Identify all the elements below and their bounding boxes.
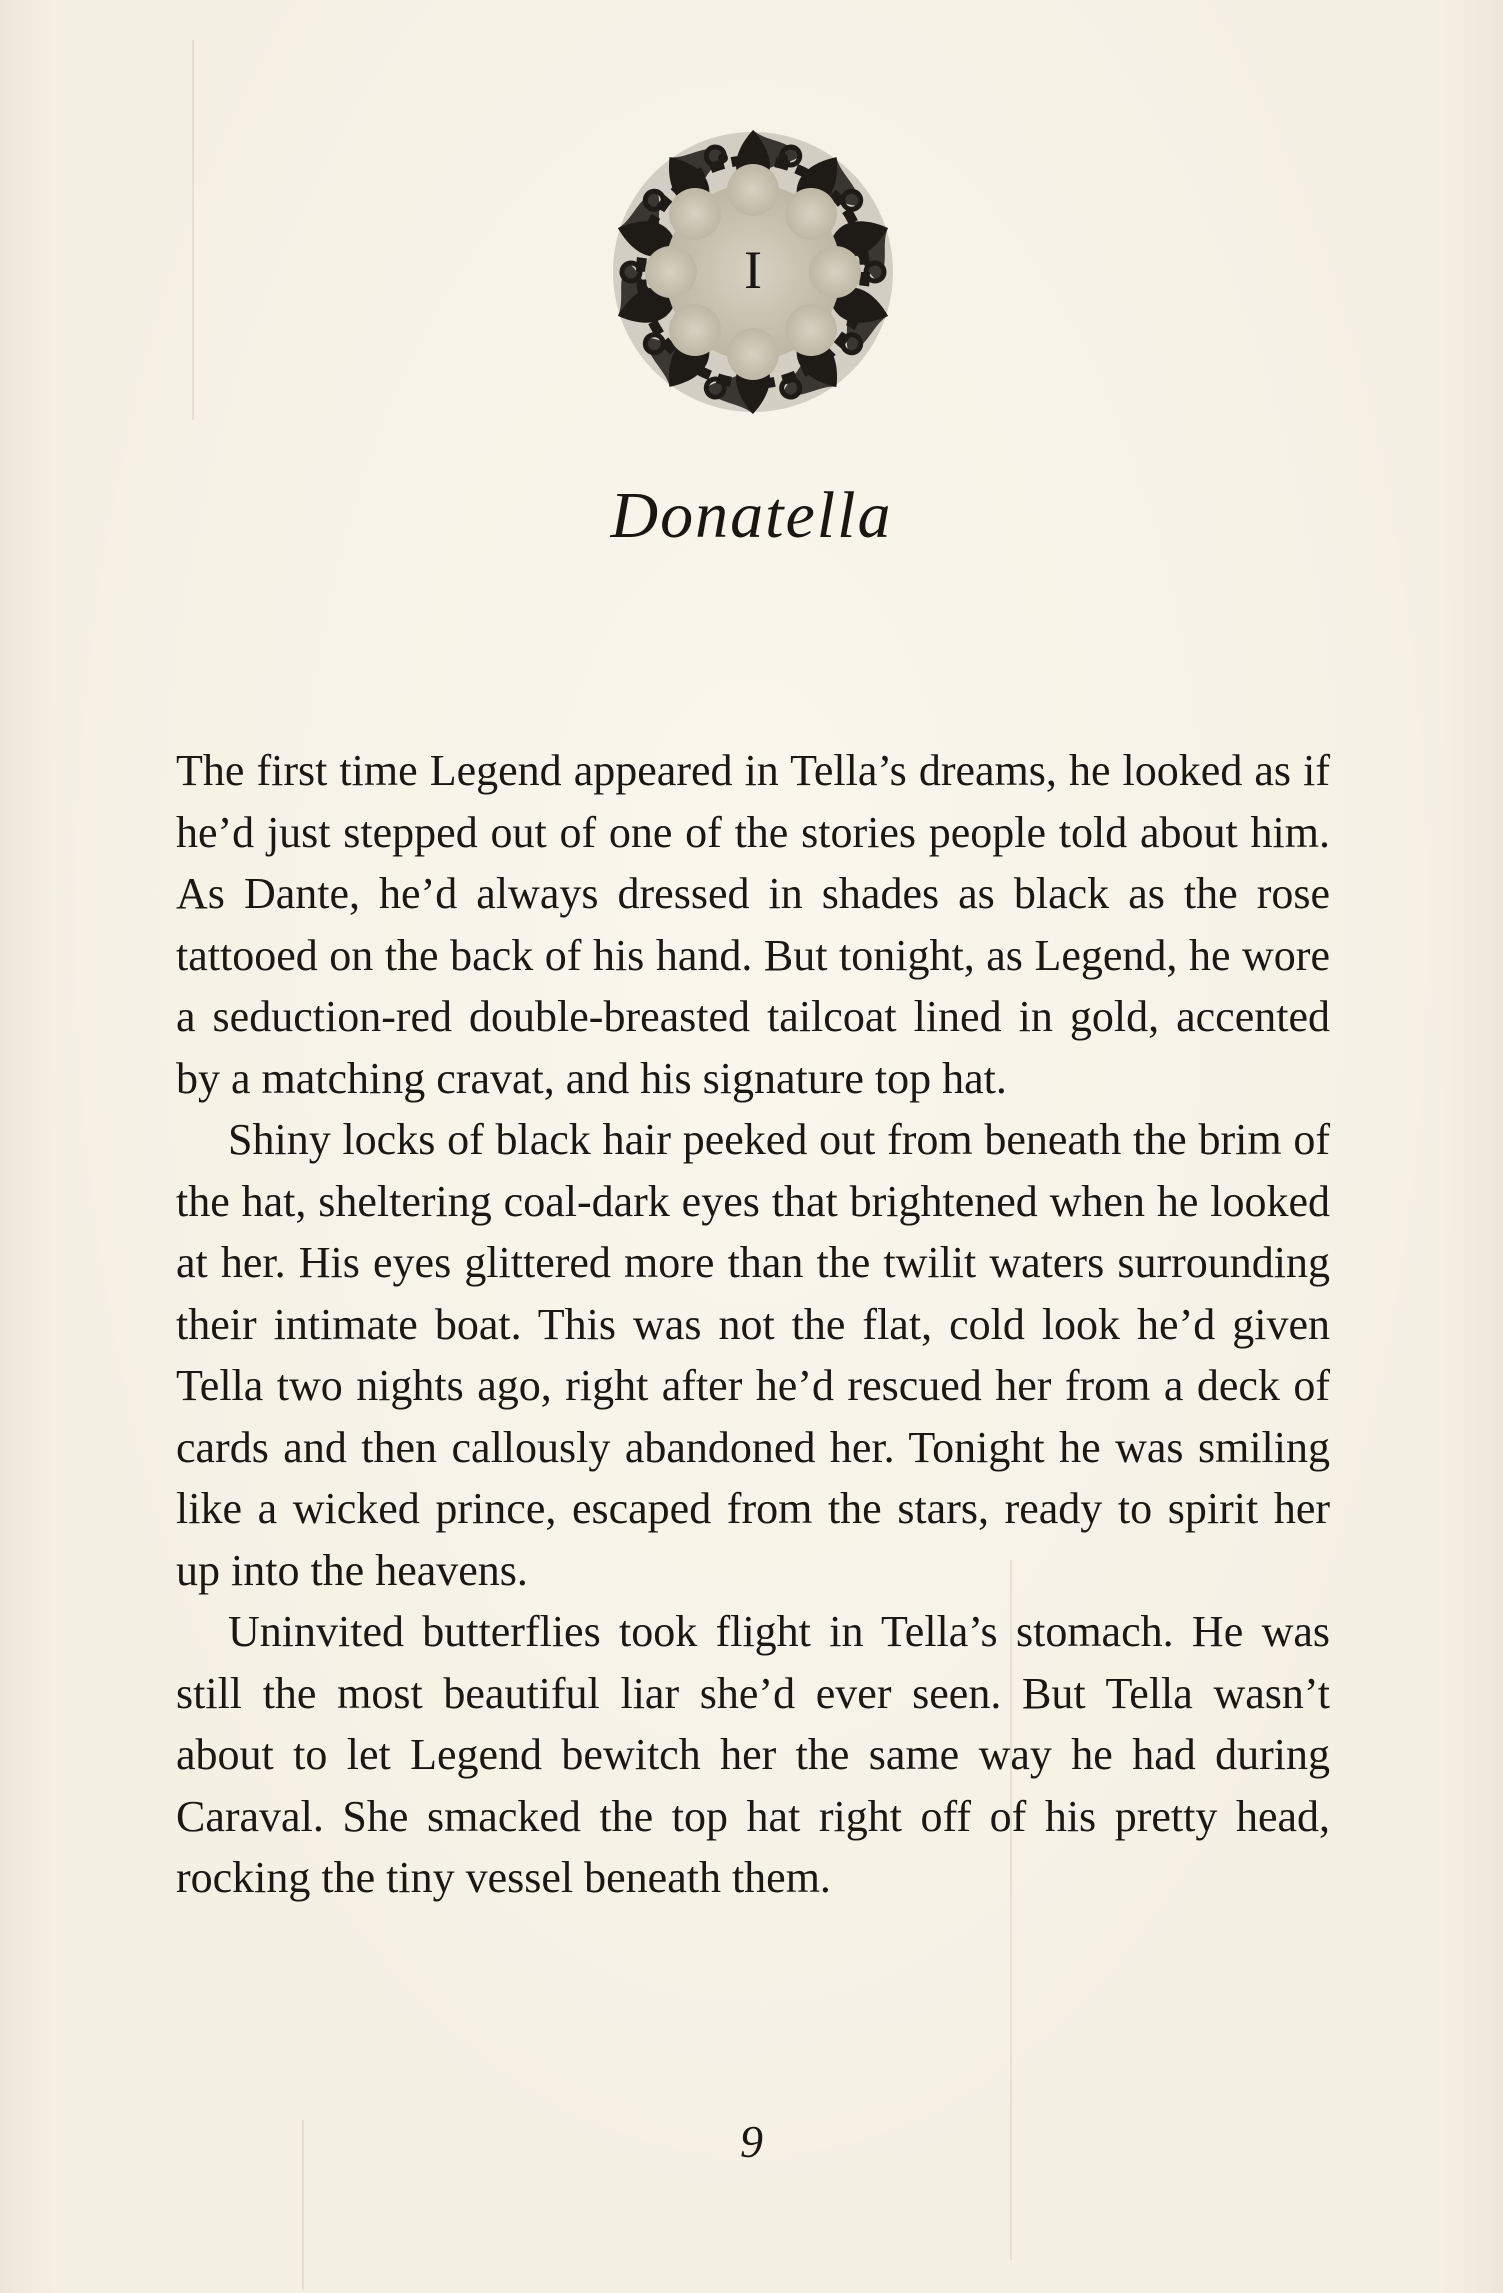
paragraph: Shiny locks of black hair peeked out from beneath the brim of the hat, sheltering coal-dark eyes that brightened when he looked at her. His eyes glittered more than the twilit waters surrounding their intimate boat. This was not the flat, cold look he’d given Tella two nights ago, right after he’d rescued her from a deck of cards and then callously abandoned her. Tonight he was smiling like a wicked prince, escaped from the stars, ready to spirit her up into the heavens. bbox=[176, 1115, 1330, 1595]
chapter-title: Donatella bbox=[610, 479, 893, 552]
paragraph: The first time Legend appeared in Tella’s dreams, he looked as if he’d just stepped out of one of the stories people told about him. As Dante, he’d always dressed in shades as black as the rose tattooed on the back of his hand. But tonight, as Legend, he wore a seduction-red double-breasted tailcoat lined in gold, accented by a matching cravat, and his signature top hat. bbox=[176, 746, 1330, 1103]
chapter-number: I bbox=[744, 240, 762, 300]
paper-streak bbox=[192, 40, 194, 420]
paragraph: Uninvited butterflies took flight in Tella’s stomach. He was still the most beautiful liar she’d ever seen. But Tella wasn’t about to let Legend bewitch her the same way he had during Caraval. She smacked the top hat right off of his pretty head, rocking the tiny vessel beneath them. bbox=[176, 1607, 1330, 1902]
page-number: 9 bbox=[740, 2116, 763, 2167]
chapter-body bbox=[176, 740, 1330, 1909]
